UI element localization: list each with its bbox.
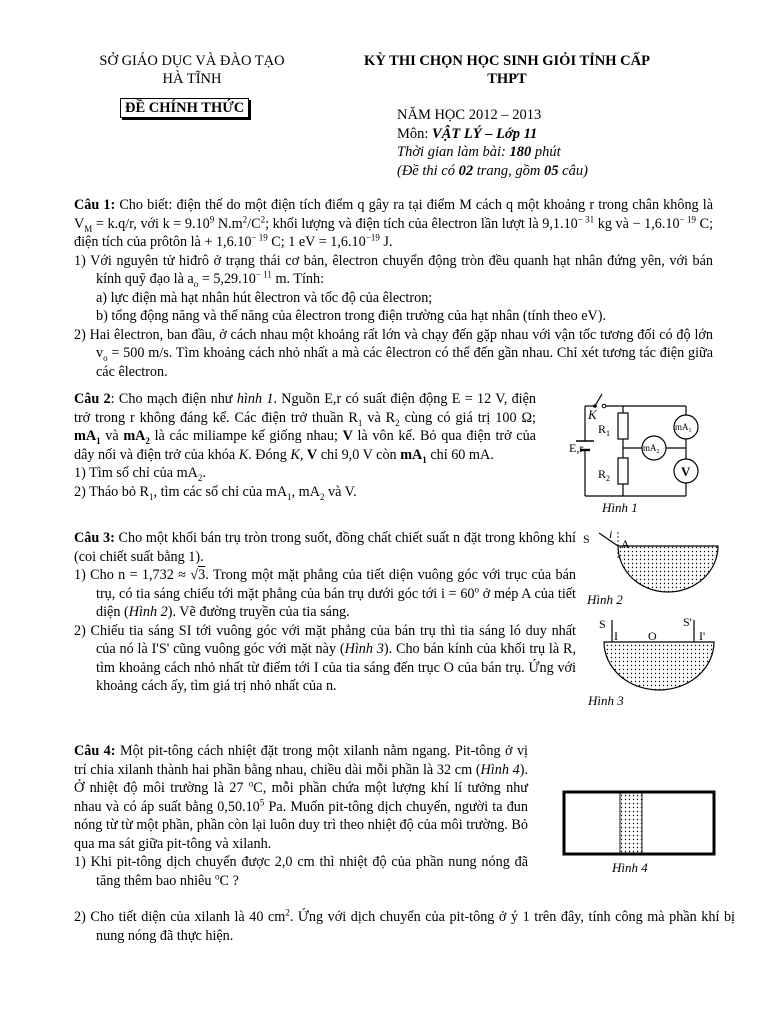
q2-t4: cùng có giá trị 100 Ω; bbox=[399, 409, 536, 426]
q2-t14: , bbox=[299, 446, 307, 463]
q2-s2a: 2 bbox=[395, 417, 400, 428]
q1-intro-f: kg và − 1,6.10 bbox=[594, 215, 680, 232]
q3-item-1-d: ). Vẽ đường truyền của tia sáng. bbox=[167, 604, 350, 620]
q3-item-1-b: . Trong một mặt phẳng của tiết diện vuông góc với trục của bán trụ, có tia sáng chiếu tới mặt phẳng của bán trụ dưới góc tới i = 60 bbox=[96, 567, 576, 602]
q2-t17: mA bbox=[400, 446, 423, 463]
r2-letter: R bbox=[598, 467, 607, 481]
q1-item-2-b: = 500 m/s. Tìm khoảng cách nhỏ nhất a mà các êlectron có thể đến gần nhau. Chỉ xét tương tác điện giữa các êlectron. bbox=[96, 345, 713, 380]
q1-exp-m19b: − 19 bbox=[251, 232, 268, 243]
switch-k bbox=[595, 394, 602, 406]
q2-intro bbox=[74, 390, 536, 464]
fig3-label-sp: S' bbox=[683, 615, 692, 629]
q1-sub-m: M bbox=[84, 223, 93, 234]
q3-item-2 bbox=[74, 622, 576, 696]
school-year: NĂM HỌC 2012 – 2013 bbox=[397, 107, 542, 123]
q2-t11: K bbox=[238, 446, 249, 463]
q4-item-1-text: 1) Khi pit-tông dịch chuyển được 2,0 cm thì nhiệt độ của phần nung nóng đã tăng thêm bao nhiêu bbox=[74, 854, 528, 889]
q2-item-2-text: 2) Tháo bỏ R bbox=[74, 483, 150, 500]
q2-s2b: 2 bbox=[145, 435, 150, 446]
label-ma2 bbox=[643, 443, 660, 455]
dept-line-2: HÀ TĨNH bbox=[162, 71, 222, 87]
subject-value: VẬT LÝ – Lớp 11 bbox=[432, 125, 538, 142]
time-unit: phút bbox=[534, 144, 561, 160]
sqrt-value: 3 bbox=[198, 567, 206, 583]
time-line bbox=[397, 143, 588, 162]
dept-line-1: SỞ GIÁO DỤC VÀ ĐÀO TẠO bbox=[99, 53, 285, 69]
ma1-text: mA bbox=[675, 422, 689, 432]
q2-item-2-s1: 1 bbox=[149, 491, 154, 502]
q1-intro-g: C; điện tích của prôtôn là + 1,6.10 bbox=[74, 215, 714, 250]
q4-t3: C, mỗi phần chứa một lượng khí lí tưởng như nhau và có áp suất bằng 0,50.10 bbox=[74, 780, 528, 815]
figure-4-cylinder bbox=[560, 786, 720, 878]
exam-title-line-2: THPT bbox=[487, 71, 527, 87]
q1-intro-d: /C bbox=[247, 215, 261, 232]
q2-t12: . Đóng bbox=[248, 446, 291, 463]
time-label: Thời gian làm bài: bbox=[397, 144, 506, 160]
figure-1-caption: Hình 1 bbox=[602, 500, 638, 515]
label-r2 bbox=[598, 467, 610, 483]
q2-item-1 bbox=[74, 464, 536, 483]
q4-intro bbox=[74, 742, 528, 853]
q2-t1-i: hình 1 bbox=[236, 391, 274, 407]
q2-t3: và R bbox=[362, 409, 396, 426]
q1-item-1a: a) lực điện mà hạt nhân hút êlectron và tốc độ của êlectron; bbox=[96, 289, 433, 306]
label-source: E,r bbox=[569, 441, 584, 455]
figure-4-caption: Hình 4 bbox=[612, 860, 648, 875]
question-count: 05 bbox=[544, 162, 559, 179]
q1-item-1-b: = 5,29.10 bbox=[198, 271, 256, 287]
q3-label: Câu 3: bbox=[74, 530, 115, 546]
q2-item-2-s2: 2 bbox=[319, 491, 325, 502]
q1-intro bbox=[74, 196, 713, 252]
q4-item-2-text: 2) Cho tiết diện của xilanh là 40 cm bbox=[74, 909, 286, 925]
q1-item-1-text: 1) Với nguyên tử hiđrô ở trạng thái cơ bản, êlectron chuyển động tròn đều quanh hạt nhân đứng yên, với bán kính quỹ đạo là a bbox=[74, 252, 713, 287]
q1-exp-9: 9 bbox=[209, 213, 215, 224]
q3-intro bbox=[74, 529, 576, 566]
q2-item-2-s1b: 1 bbox=[287, 491, 292, 502]
figure-1-circuit bbox=[540, 386, 720, 516]
q1-intro-e: ; khối lượng và điện tích của êlectron lần lượt là 9,1.10 bbox=[265, 215, 578, 232]
question-1 bbox=[74, 196, 713, 381]
q4-item-1-b: C ? bbox=[219, 872, 239, 889]
fig2-label-s: S bbox=[583, 532, 590, 546]
q2-t9: V bbox=[342, 428, 353, 444]
official-label: ĐỀ CHÍNH THỨC bbox=[120, 98, 249, 118]
question-3 bbox=[74, 529, 576, 696]
fig3-label-o: O bbox=[648, 629, 657, 643]
q1-exp-m31: − 31 bbox=[577, 213, 595, 224]
q4-item-2 bbox=[74, 908, 735, 945]
pages-note-a: (Đề thi có bbox=[397, 162, 455, 179]
exam-info bbox=[397, 106, 588, 180]
exam-title-line-1: KỲ THI CHỌN HỌC SINH GIỎI TỈNH CẤP bbox=[364, 53, 650, 69]
q2-label: Câu 2 bbox=[74, 391, 111, 407]
subject-label: Môn: bbox=[397, 125, 429, 142]
q4-item-1 bbox=[74, 853, 528, 890]
fig3-label-s: S bbox=[599, 617, 606, 631]
q2-s1a: 1 bbox=[357, 417, 363, 428]
q1-label: Câu 1: bbox=[74, 197, 116, 213]
q4-t1-i: Hình 4 bbox=[480, 761, 520, 778]
q2-t2: . Nguồn E,r có suất điện động E = 12 V, điện trở trong r không đáng kể. Các điện trở thuần R bbox=[74, 391, 537, 426]
fig2-label-i: i bbox=[609, 527, 613, 541]
q1-intro-text: Cho biết: điện thế do một điện tích điểm q gây ra tại điểm M cách q một khoảng r trong chân không là V bbox=[74, 197, 714, 232]
pages-note bbox=[397, 162, 588, 181]
department-name bbox=[52, 52, 332, 88]
q4-item-2-exp: 2 bbox=[285, 907, 290, 918]
q2-item-2-c: , mA bbox=[291, 483, 320, 500]
fig2-label-a: A bbox=[621, 537, 630, 551]
q2-t18: chỉ 60 mA. bbox=[426, 446, 494, 463]
q1-exp-2b: 2 bbox=[260, 213, 266, 224]
q3-item-2-i: Hình 3 bbox=[344, 641, 384, 657]
q4-t3-exp: 5 bbox=[259, 796, 265, 807]
piston bbox=[620, 793, 642, 853]
q2-item-1-end: . bbox=[202, 465, 206, 481]
q4-item-1-deg: o bbox=[215, 870, 220, 881]
q2-t6: và bbox=[100, 428, 124, 444]
q4-t4: Pa. Muốn pit-tông dịch chuyển, người ta đun nóng từ từ một phần, phần còn lại luôn duy trì theo nhiệt độ của môi trường. Bỏ qua ma sát giữa pit-tông và xilanh. bbox=[74, 798, 528, 852]
figure-2-caption: Hình 2 bbox=[587, 592, 623, 607]
q3-item-1-i: Hình 2 bbox=[128, 604, 168, 620]
q2-t15: V bbox=[306, 446, 318, 463]
q1-exp-m19: − 19 bbox=[679, 213, 697, 224]
time-value: 180 bbox=[509, 144, 532, 160]
figure-3-caption: Hình 3 bbox=[588, 693, 624, 708]
q1-exp-m19c: −19 bbox=[365, 232, 380, 243]
q2-t5: mA bbox=[74, 428, 97, 444]
q4-item-2-b: . Ứng với dịch chuyển của pit-tông ở ý 1 trên đây, tính công mà phần khí bị nung nóng đã thực hiện. bbox=[96, 909, 735, 944]
q4-t2: ). Ở nhiệt độ môi trường là 27 bbox=[74, 761, 528, 796]
q1-item-1-sub: o bbox=[193, 278, 199, 289]
sqrt-symbol: √3 bbox=[190, 567, 206, 583]
q3-intro-text: Cho một khối bán trụ tròn trong suốt, đồng chất chiết suất n đặt trong không khí (coi chiết suất bằng 1). bbox=[74, 530, 576, 565]
q4-t1: Một pit-tông cách nhiệt đặt trong một xilanh nằm ngang. Pit-tông ở vị trí chia xilanh thành hai phần bằng nhau, chiều dài mỗi phần là 32 cm ( bbox=[74, 743, 528, 778]
q3-item-1 bbox=[74, 566, 576, 622]
q2-t13: K bbox=[290, 446, 300, 463]
q2-item-2-d: và V. bbox=[324, 483, 357, 500]
q2-item-2-b: , tìm các số chỉ của mA bbox=[153, 483, 288, 500]
q1-item-1-exp: − 11 bbox=[255, 269, 272, 280]
label-ma1 bbox=[675, 422, 692, 434]
q1-item-2-text: 2) Hai êlectron, ban đầu, ở cách nhau một khoảng rất lớn và chạy đến gặp nhau với vận tốc tương đối có độ lớn v bbox=[74, 326, 713, 361]
subject-line bbox=[397, 125, 588, 144]
q2-t7: mA bbox=[123, 428, 146, 444]
r1-sub: 1 bbox=[606, 429, 611, 438]
q1-exp-2: 2 bbox=[242, 213, 248, 224]
r2-sub: 2 bbox=[606, 474, 611, 483]
q1-item-1b: b) tổng động năng và thế năng của êlectron trong điện trường của hạt nhân (tính theo eV). bbox=[96, 308, 607, 324]
q2-t10: là vôn kế. Bỏ qua điện trở của dây nối và điện trở của khóa bbox=[74, 428, 536, 463]
pages-note-e: câu) bbox=[562, 162, 588, 179]
question-4 bbox=[74, 742, 528, 890]
q1-intro-i: J. bbox=[379, 234, 393, 250]
q1-item-1-c: m. Tính: bbox=[271, 271, 325, 287]
fig3-label-i: I bbox=[614, 629, 618, 643]
q1-intro-c: N.m bbox=[214, 215, 243, 232]
q3-item-1-text: 1) Cho n = 1,732 ≈ bbox=[74, 567, 191, 583]
r1-letter: R bbox=[598, 422, 607, 436]
q4-t2-deg: o bbox=[248, 778, 254, 789]
exam-title bbox=[332, 52, 682, 88]
q2-t8: là các miliampe kế giống nhau; bbox=[149, 428, 343, 444]
q1-item-2-sub: o bbox=[103, 352, 108, 363]
official-badge bbox=[120, 99, 249, 117]
q1-item-2 bbox=[74, 326, 713, 382]
q3-item-1-deg: o bbox=[474, 583, 480, 594]
figure-3-half-cylinder bbox=[582, 612, 722, 708]
q2-s1b: 1 bbox=[96, 435, 101, 446]
pages-note-c: trang, gồm bbox=[476, 162, 541, 179]
q1-item-1 bbox=[74, 252, 713, 289]
q2-t1: : Cho mạch điện như bbox=[110, 391, 237, 407]
q3-item-2-text: 2) Chiếu tia sáng SI tới vuông góc với mặt phẳng của bán trụ thì tia sáng ló duy nhất của nó là I'S' cũng vuông góc với mặt này ( bbox=[74, 622, 576, 657]
q1-intro-b: = k.q/r, với k = 9.10 bbox=[92, 215, 210, 232]
q2-t16: chỉ 9,0 V còn bbox=[317, 446, 401, 463]
label-voltmeter: V bbox=[681, 464, 691, 479]
label-r1 bbox=[598, 422, 610, 438]
q1-intro-h: C; 1 eV = 1,6.10 bbox=[267, 234, 366, 250]
q3-item-2-b: ). Cho bán kính của khối trụ là R, tìm khoảng cách nhỏ nhất từ điểm tới I của tia sáng đến trục O của bán trụ. Ứng với khoảng cách ấy, tìm giá trị nhỏ nhất của n. bbox=[96, 641, 576, 694]
ma2-sub: 2 bbox=[656, 449, 660, 455]
label-k: K bbox=[588, 407, 597, 422]
q2-item-1-text: 1) Tìm số chỉ của mA bbox=[74, 465, 198, 481]
q2-item-2 bbox=[74, 483, 536, 502]
ma1-sub: 1 bbox=[688, 428, 692, 434]
q3-item-1-c: ở mép A của tiết diện ( bbox=[96, 585, 576, 620]
pages-count: 02 bbox=[458, 162, 474, 179]
question-2 bbox=[74, 390, 536, 501]
fig3-label-ip: I' bbox=[699, 629, 706, 643]
q2-s1c: 1 bbox=[422, 454, 427, 465]
ma2-text: mA bbox=[643, 443, 657, 453]
q2-item-1-sub: 2 bbox=[197, 472, 203, 483]
figure-2-half-cylinder bbox=[575, 526, 725, 610]
q4-label: Câu 4: bbox=[74, 743, 116, 759]
